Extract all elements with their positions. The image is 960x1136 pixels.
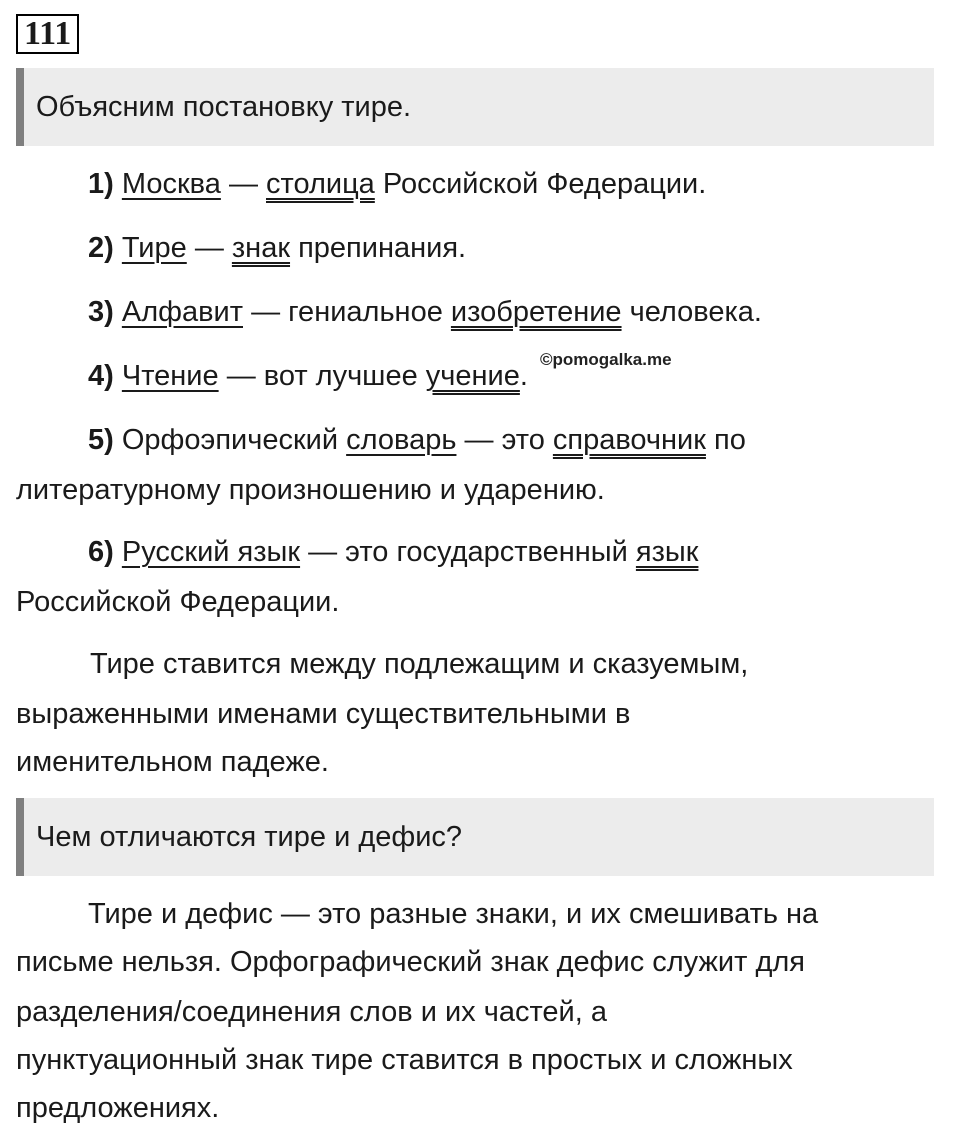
rule-line-3: именительном падеже. bbox=[16, 746, 329, 778]
dash: — bbox=[194, 232, 224, 264]
predicate: знак bbox=[231, 232, 291, 264]
sentence-4 bbox=[88, 360, 960, 393]
dash: — вот лучшее bbox=[226, 360, 418, 392]
predicate: справочник bbox=[552, 424, 706, 456]
rest-text: Российской Федерации. bbox=[382, 168, 707, 200]
subject: Алфавит bbox=[121, 296, 243, 328]
question-bar-1: Объясним постановку тире. bbox=[16, 68, 934, 146]
predicate: учение bbox=[425, 360, 520, 392]
sentence-5-continuation: литературному произношению и ударению. bbox=[16, 474, 605, 506]
answer-line-5: предложениях. bbox=[16, 1092, 220, 1124]
answer-line-2: письме нельзя. Орфографический знак дефис служит для bbox=[16, 946, 805, 978]
rule-line-2: выраженными именами существительными в bbox=[16, 698, 631, 730]
rest-text: . bbox=[519, 360, 528, 392]
sentence-number: 4) bbox=[88, 360, 114, 392]
dash: — гениальное bbox=[251, 296, 443, 328]
rule-line-1: Тире ставится между подлежащим и сказуемым, bbox=[90, 648, 749, 680]
predicate: столица bbox=[266, 168, 375, 200]
subject: Тире bbox=[121, 232, 187, 264]
rest-text: по bbox=[714, 424, 746, 456]
predicate: язык bbox=[635, 536, 699, 568]
rest-text: препинания. bbox=[298, 232, 467, 264]
sentence-number: 2) bbox=[88, 232, 114, 264]
sentence-6-continuation: Российской Федерации. bbox=[16, 586, 340, 618]
sentence-3 bbox=[88, 296, 960, 329]
rest-text: человека. bbox=[629, 296, 762, 328]
sentence-6 bbox=[88, 536, 960, 569]
sentence-1 bbox=[88, 168, 960, 201]
subject: Москва bbox=[121, 168, 221, 200]
subject: Русский язык bbox=[121, 536, 301, 568]
sentence-number: 1) bbox=[88, 168, 114, 200]
watermark: ©pomogalka.me bbox=[540, 350, 672, 369]
answer-line-3: разделения/соединения слов и их частей, а bbox=[16, 996, 608, 1028]
sentence-5 bbox=[88, 424, 960, 457]
answer-line-4: пунктуационный знак тире ставится в простых и сложных bbox=[16, 1044, 793, 1076]
dash: — bbox=[228, 168, 258, 200]
sentence-2 bbox=[88, 232, 960, 265]
subject: Чтение bbox=[121, 360, 219, 392]
task-number: 111 bbox=[16, 14, 79, 54]
dash: — это bbox=[464, 424, 545, 456]
sentence-number: 3) bbox=[88, 296, 114, 328]
question-bar-2: Чем отличаются тире и дефис? bbox=[16, 798, 934, 876]
pre-text: Орфоэпический bbox=[121, 424, 339, 456]
dash: — это государственный bbox=[308, 536, 628, 568]
predicate: изобретение bbox=[450, 296, 622, 328]
sentence-number: 6) bbox=[88, 536, 114, 568]
subject: словарь bbox=[346, 424, 457, 456]
answer-line-1: Тире и дефис — это разные знаки, и их смешивать на bbox=[88, 898, 819, 930]
sentence-number: 5) bbox=[88, 424, 114, 456]
